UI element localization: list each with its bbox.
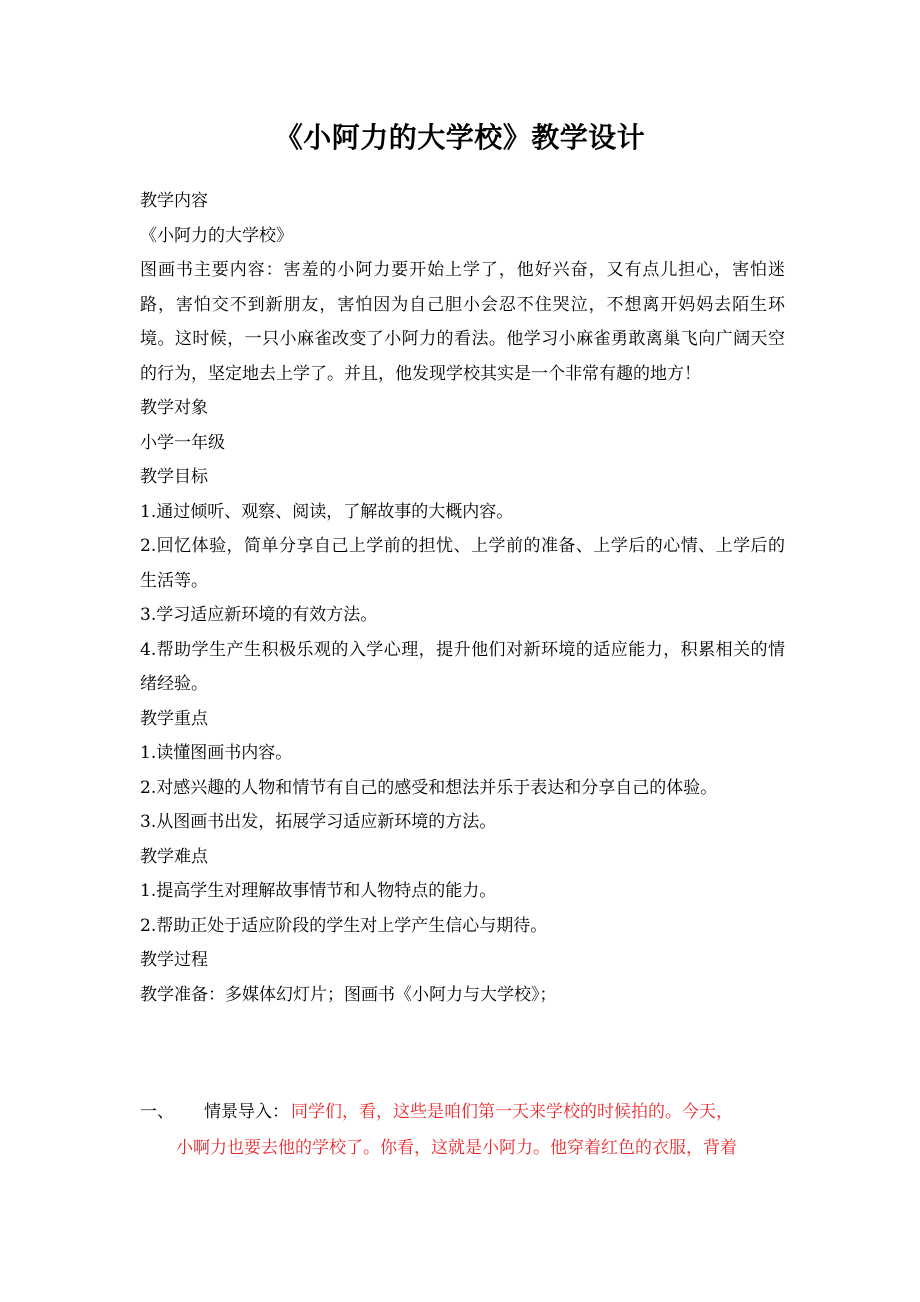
section-heading-difficulties: 教学难点 <box>140 846 208 867</box>
goal-item: 2.回忆体验，简单分享自己上学前的担忧、上学前的准备、上学后的心情、上学后的生活等。 <box>140 536 785 591</box>
goal-item: 3.学习适应新环境的有效方法。 <box>140 605 378 625</box>
section-heading-audience: 教学对象 <box>140 398 208 418</box>
scene-intro-first-line <box>140 1094 785 1130</box>
scene-intro-label: 情景导入： <box>204 1102 289 1122</box>
section-heading-process: 教学过程 <box>140 950 208 970</box>
goal-item: 1.通过倾听、观察、阅读，了解故事的大概内容。 <box>140 501 514 522</box>
difficulty-item: 2.帮助正处于适应阶段的学生对上学产生信心与期待。 <box>140 915 548 936</box>
section-heading-key-points: 教学重点 <box>140 708 208 729</box>
scene-intro-red-text-continued: 小啊力也要去他的学校了。你看，这就是小阿力。他穿着红色的衣服，背着 <box>176 1138 737 1158</box>
difficulty-item: 1.提高学生对理解故事情节和人物特点的能力。 <box>140 881 497 901</box>
key-point-item: 2.对感兴趣的人物和情节有自己的感受和想法并乐于表达和分享自己的体验。 <box>140 777 718 798</box>
book-title-line: 《小阿力的大学校》 <box>140 225 293 246</box>
document-body <box>140 184 785 1012</box>
goal-item: 4.帮助学生产生积极乐观的入学心理，提升他们对新环境的适应能力，积累相关的情绪经验。 <box>140 639 785 694</box>
audience-text: 小学一年级 <box>140 432 225 453</box>
preparation-text: 教学准备：多媒体幻灯片；图画书《小阿力与大学校》； <box>140 984 557 1005</box>
key-point-item: 1.读懂图画书内容。 <box>140 743 293 763</box>
list-number: 一、 <box>140 1102 174 1122</box>
document-title: 《小阿力的大学校》教学设计 <box>274 121 646 154</box>
section-heading-content: 教学内容 <box>140 191 208 211</box>
book-summary-paragraph: 图画书主要内容：害羞的小阿力要开始上学了，他好兴奋，又有点儿担心，害怕迷路，害怕交不到新朋友，害怕因为自己胆小会忍不住哭泣，不想离开妈妈去陌生环境。这时候，一只小麻雀改变了小阿力的看法。他学习小麻雀勇敢离巢飞向广阔天空的行为，坚定地去上学了。并且，他发现学校其实是一个非常有趣的地方！ <box>140 260 785 384</box>
section-heading-goals: 教学目标 <box>140 467 208 487</box>
scene-intro-item <box>140 1094 785 1166</box>
scene-intro-red-text: 同学们，看，这些是咱们第一天来学校的时候拍的。今天， <box>291 1102 733 1122</box>
key-point-item: 3.从图画书出发，拓展学习适应新环境的方法。 <box>140 812 497 832</box>
